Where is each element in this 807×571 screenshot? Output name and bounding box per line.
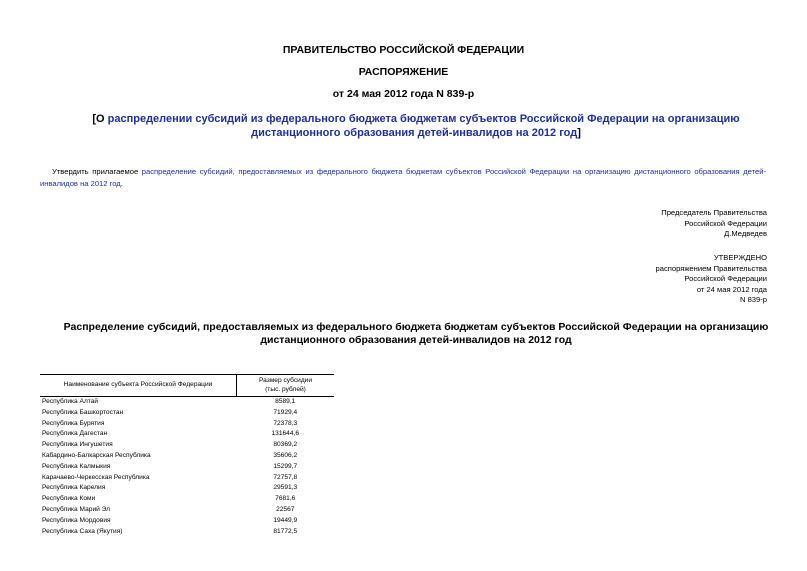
subsidy-amount-cell: 15299,7 [273, 462, 298, 470]
subsidy-amount-cell: 35606,2 [273, 451, 298, 459]
document-date-number: от 24 мая 2012 года N 839-р [332, 88, 475, 100]
subsidy-table [40, 374, 334, 537]
table-row [40, 462, 334, 473]
signature-name: Д.Медведев [724, 229, 767, 238]
subject-name-cell: Республика Коми [42, 495, 96, 503]
subject-name-cell: Республика Мордовия [42, 516, 111, 524]
subject-name-cell: Республика Саха (Якутия) [42, 527, 123, 535]
table-header-row [40, 375, 334, 397]
signature-block [661, 208, 767, 240]
subsidy-amount-cell: 72757,8 [273, 473, 298, 481]
table-row [40, 527, 334, 538]
title-bracket-close: ] [577, 127, 581, 139]
subsidy-amount-cell: 7681,6 [275, 495, 296, 503]
subsidy-amount-cell: 81772,5 [273, 527, 298, 535]
subject-name-cell: Республика Марий Эл [42, 505, 111, 513]
table-row [40, 494, 334, 505]
table-row [40, 419, 334, 430]
approval-number: N 839-р [739, 295, 767, 304]
table-row [40, 483, 334, 494]
table-row [40, 451, 334, 462]
table-row [40, 473, 334, 484]
government-heading: ПРАВИТЕЛЬСТВО РОССИЙСКОЙ ФЕДЕРАЦИИ [282, 44, 525, 56]
approval-line-2: распоряжением Правительства [655, 263, 767, 273]
table-body [40, 397, 334, 538]
subject-name-cell: Карачаево-Черкесская Республика [42, 473, 150, 481]
subject-name-cell: Республика Калмыкия [42, 462, 111, 470]
table-row [40, 429, 334, 440]
subsidy-amount-cell: 22567 [276, 505, 295, 513]
subject-name-cell: Республика Бурятия [42, 419, 105, 427]
approval-block [656, 253, 768, 306]
subject-name-cell: Республика Карелия [42, 484, 106, 492]
table-row [40, 397, 334, 408]
column-header-amount-line1: Размер субсидии [258, 377, 313, 384]
subsidy-amount-cell: 29591,3 [273, 484, 298, 492]
subject-name-cell: Республика Алтай [42, 398, 99, 405]
subject-name-cell: Республика Башкортостан [42, 408, 124, 416]
table-row [40, 408, 334, 419]
document-title [60, 112, 772, 140]
subject-name-cell: Республика Ингушетия [42, 441, 113, 449]
order-paragraph [40, 166, 766, 190]
subsidy-amount-cell: 131644,6 [271, 430, 299, 438]
table-row [40, 516, 334, 527]
subsidy-amount-cell: 8589,1 [275, 398, 296, 405]
subject-name-cell: Республика Дагестан [42, 430, 108, 438]
approval-title: УТВЕРЖДЕНО [713, 253, 767, 262]
column-header-subject: Наименование субъекта Российской Федерации [40, 375, 237, 397]
title-bracket-open: [О [92, 113, 108, 125]
approval-line-3: Российской Федерации [684, 274, 767, 283]
subsidy-amount-cell: 80369,2 [273, 441, 298, 449]
table-row [40, 505, 334, 516]
subsidy-amount-cell: 72378,3 [273, 419, 298, 427]
column-header-amount [237, 375, 335, 397]
order-distribution-link[interactable]: распределение субсидий, предоставляемых из федерального бюджета бюджетам субъектов Российской Федерации на организацию дистанционного образования детей-инвалидов на 2012 год [40, 167, 766, 188]
order-text-prefix: Утвердить прилагаемое [52, 167, 142, 176]
column-header-amount-line2: (тыс. рублей) [265, 385, 306, 393]
approval-date: от 24 мая 2012 года [696, 284, 767, 294]
document-type-heading: РАСПОРЯЖЕНИЕ [358, 66, 449, 78]
subsidy-amount-cell: 19449,9 [273, 516, 298, 524]
title-link[interactable]: распределении субсидий из федерального бюджета бюджетам субъектов Российской Федерации на организацию дистанционного образования детей-инвалидов на 2012 год [107, 113, 740, 139]
signature-country: Российской Федерации [684, 218, 767, 228]
order-text-suffix: . [120, 179, 123, 188]
subject-name-cell: Кабардино-Балкарская Республика [42, 451, 151, 459]
distribution-title: Распределение субсидий, предоставляемых из федерального бюджета бюджетам субъектов Российской Федерации на организацию дистанционного образования детей-инвалидов на 2012 год [63, 321, 769, 346]
signature-position: Председатель Правительства [661, 208, 767, 217]
subsidy-amount-cell: 71929,4 [273, 408, 298, 416]
table-row [40, 440, 334, 451]
